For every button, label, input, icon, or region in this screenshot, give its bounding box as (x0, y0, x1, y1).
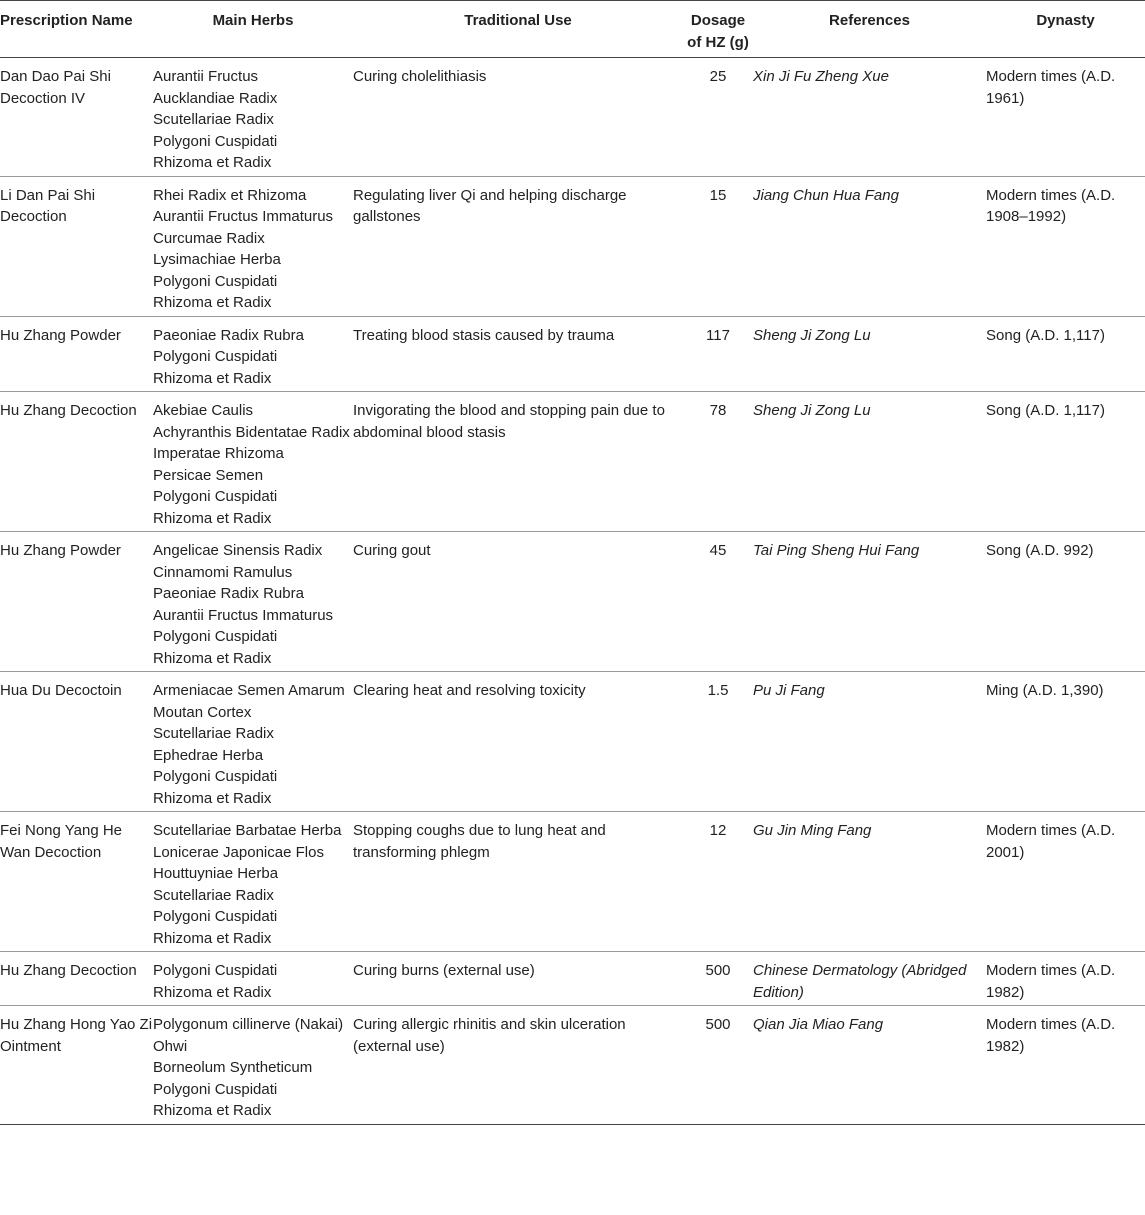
traditional-use-cell: Stopping coughs due to lung heat and transforming phlegm (353, 812, 683, 952)
header-traditional-use: Traditional Use (353, 1, 683, 58)
herb-item: Rhizoma et Radix (153, 154, 272, 171)
herb-item: Polygoni Cuspidati (153, 962, 278, 979)
traditional-use-cell: Curing burns (external use) (353, 952, 683, 1006)
table-row (0, 316, 1145, 392)
reference-cell: Sheng Ji Zong Lu (753, 392, 986, 532)
reference-cell: Qian Jia Miao Fang (753, 1006, 986, 1125)
traditional-use-cell: Curing gout (353, 532, 683, 672)
prescription-name-cell: Hu Zhang Powder (0, 532, 153, 672)
table-row (0, 392, 1145, 532)
table-row (0, 532, 1145, 672)
herb-item: Borneolum Syntheticum (153, 1059, 313, 1076)
main-herbs-cell (153, 58, 353, 177)
header-dosage: Dosage of HZ (g) (683, 1, 753, 58)
herb-item: Rhizoma et Radix (153, 983, 272, 1001)
herb-item: Ephedrae Herba (153, 746, 264, 764)
herb-item: Scutellariae Radix (153, 886, 274, 904)
herb-item: Lysimachiae Herba (153, 251, 281, 268)
dynasty-cell: Modern times (A.D. 1982) (986, 952, 1145, 1006)
herb-item: Rhizoma et Radix (153, 649, 272, 667)
prescription-name-cell: Fei Nong Yang He Wan Decoction (0, 812, 153, 952)
dosage-cell: 15 (683, 176, 753, 316)
reference-cell: Tai Ping Sheng Hui Fang (753, 532, 986, 672)
herb-item: Polygoni Cuspidati (153, 1080, 278, 1098)
herb-item: Curcumae Radix (153, 229, 265, 247)
table-row (0, 952, 1145, 1006)
header-row (0, 1, 1145, 58)
table-row (0, 672, 1145, 812)
herb-item: Rhizoma et Radix (153, 929, 272, 947)
herb-item: Paeoniae Radix Rubra (153, 585, 304, 602)
header-dynasty: Dynasty (986, 1, 1145, 58)
table-header (0, 1, 1145, 58)
dosage-cell: 117 (683, 316, 753, 392)
prescription-name-cell: Dan Dao Pai Shi Decoction IV (0, 58, 153, 177)
herb-item: Lonicerae Japonicae Flos (153, 843, 324, 861)
herb-item: Polygonum cillinerve (Nakai) Ohwi (153, 1016, 344, 1055)
traditional-use-cell: Regulating liver Qi and helping discharge gallstones (353, 176, 683, 316)
header-main-herbs: Main Herbs (153, 1, 353, 58)
herb-item: Aurantii Fructus Immaturus (153, 606, 334, 624)
traditional-use-cell: Curing allergic rhinitis and skin ulceration (external use) (353, 1006, 683, 1125)
prescription-name-cell: Hu Zhang Decoction (0, 952, 153, 1006)
herb-item: Polygoni Cuspidati (153, 132, 278, 150)
herb-item: Polygoni Cuspidati (153, 272, 278, 290)
main-herbs-cell (153, 316, 353, 392)
dosage-cell: 500 (683, 952, 753, 1006)
herb-item: Rhizoma et Radix (153, 789, 272, 807)
dynasty-cell: Modern times (A.D. 1961) (986, 58, 1145, 177)
reference-cell: Chinese Dermatology (Abridged Edition) (753, 952, 986, 1006)
table-body (0, 58, 1145, 1125)
table-row (0, 812, 1145, 952)
herb-item: Aucklandiae Radix (153, 89, 278, 107)
traditional-use-cell: Clearing heat and resolving toxicity (353, 672, 683, 812)
dynasty-cell: Song (A.D. 1,117) (986, 316, 1145, 392)
prescription-name-cell: Hu Zhang Powder (0, 316, 153, 392)
herb-item: Armeniacae Semen Amarum (153, 682, 345, 699)
traditional-use-cell: Curing cholelithiasis (353, 58, 683, 177)
dynasty-cell: Song (A.D. 1,117) (986, 392, 1145, 532)
dosage-cell: 25 (683, 58, 753, 177)
herb-item: Polygoni Cuspidati (153, 488, 278, 505)
reference-cell: Gu Jin Ming Fang (753, 812, 986, 952)
traditional-use-cell: Invigorating the blood and stopping pain due to abdominal blood stasis (353, 392, 683, 532)
dosage-cell: 1.5 (683, 672, 753, 812)
prescription-name-cell: Hu Zhang Hong Yao Zi Ointment (0, 1006, 153, 1125)
dosage-cell: 500 (683, 1006, 753, 1125)
herb-item: Scutellariae Barbatae Herba (153, 822, 342, 839)
dosage-cell: 78 (683, 392, 753, 532)
traditional-use-cell: Treating blood stasis caused by trauma (353, 316, 683, 392)
dynasty-cell: Song (A.D. 992) (986, 532, 1145, 672)
herb-item: Paeoniae Radix Rubra (153, 326, 304, 344)
prescription-name-cell: Li Dan Pai Shi Decoction (0, 176, 153, 316)
herb-item: Rhizoma et Radix (153, 509, 272, 527)
reference-cell: Xin Ji Fu Zheng Xue (753, 58, 986, 177)
table-row (0, 176, 1145, 316)
herb-item: Polygoni Cuspidati (153, 768, 278, 785)
herb-item: Cinnamomi Ramulus (153, 563, 293, 581)
herb-item: Polygoni Cuspidati (153, 348, 278, 365)
prescription-name-cell: Hua Du Decoctoin (0, 672, 153, 812)
herb-item: Rhizoma et Radix (153, 369, 272, 387)
herb-item: Akebiae Caulis (153, 402, 254, 419)
reference-cell: Jiang Chun Hua Fang (753, 176, 986, 316)
reference-cell: Pu Ji Fang (753, 672, 986, 812)
herb-item: Moutan Cortex (153, 703, 252, 721)
herb-item: Angelicae Sinensis Radix (153, 542, 323, 559)
herb-item: Imperatae Rhizoma (153, 445, 284, 462)
main-herbs-cell (153, 1006, 353, 1125)
dynasty-cell: Modern times (A.D. 2001) (986, 812, 1145, 952)
herb-item: Rhizoma et Radix (153, 294, 272, 311)
header-references: References (753, 1, 986, 58)
herb-item: Scutellariae Radix (153, 725, 274, 742)
herb-item: Rhei Radix et Rhizoma (153, 186, 307, 204)
herb-item: Persicae Semen (153, 466, 264, 484)
herb-item: Scutellariae Radix (153, 111, 274, 128)
dosage-cell: 12 (683, 812, 753, 952)
herb-item: Aurantii Fructus Immaturus (153, 208, 334, 225)
reference-cell: Sheng Ji Zong Lu (753, 316, 986, 392)
main-herbs-cell (153, 176, 353, 316)
table-row (0, 1006, 1145, 1125)
herb-item: Polygoni Cuspidati (153, 628, 278, 645)
dynasty-cell: Modern times (A.D. 1982) (986, 1006, 1145, 1125)
dosage-cell: 45 (683, 532, 753, 672)
herb-item: Rhizoma et Radix (153, 1102, 272, 1119)
main-herbs-cell (153, 952, 353, 1006)
dynasty-cell: Modern times (A.D. 1908–1992) (986, 176, 1145, 316)
header-prescription-name: Prescription Name (0, 1, 153, 58)
main-herbs-cell (153, 532, 353, 672)
main-herbs-cell (153, 392, 353, 532)
herb-item: Achyranthis Bidentatae Radix (153, 423, 350, 441)
dynasty-cell: Ming (A.D. 1,390) (986, 672, 1145, 812)
herb-item: Aurantii Fructus (153, 68, 259, 85)
table-row (0, 58, 1145, 177)
main-herbs-cell (153, 812, 353, 952)
herb-item: Houttuyniae Herba (153, 865, 279, 882)
prescription-name-cell: Hu Zhang Decoction (0, 392, 153, 532)
herb-item: Polygoni Cuspidati (153, 908, 278, 925)
main-herbs-cell (153, 672, 353, 812)
